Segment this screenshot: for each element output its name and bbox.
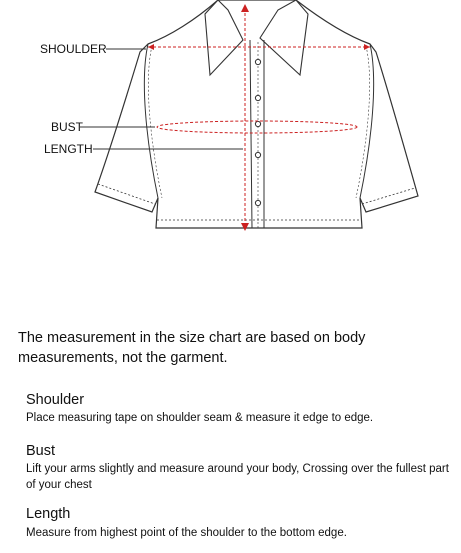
- bust-label: BUST: [51, 120, 84, 134]
- intro-text: The measurement in the size chart are based on body measurements, not the garment.: [18, 330, 366, 366]
- garment-measurement-diagram: [0, 0, 461, 240]
- button: [255, 59, 260, 64]
- button: [255, 95, 260, 100]
- section-body-shoulder: Place measuring tape on shoulder seam & measure it edge to edge.: [26, 412, 374, 424]
- button: [255, 200, 260, 205]
- section-body-bust: Lift your arms slightly and measure around your body, Crossing over the fullest part of your chest: [26, 463, 449, 491]
- button: [255, 152, 260, 157]
- section-title-length: Length: [26, 506, 71, 522]
- shoulder-label: SHOULDER: [40, 42, 107, 56]
- button: [255, 121, 260, 126]
- shirt-body-outline: [95, 0, 418, 228]
- section-body-length: Measure from highest point of the shoulder to the bottom edge.: [26, 527, 347, 539]
- length-label: LENGTH: [44, 142, 93, 156]
- section-title-shoulder: Shoulder: [26, 392, 85, 408]
- section-title-bust: Bust: [26, 443, 56, 459]
